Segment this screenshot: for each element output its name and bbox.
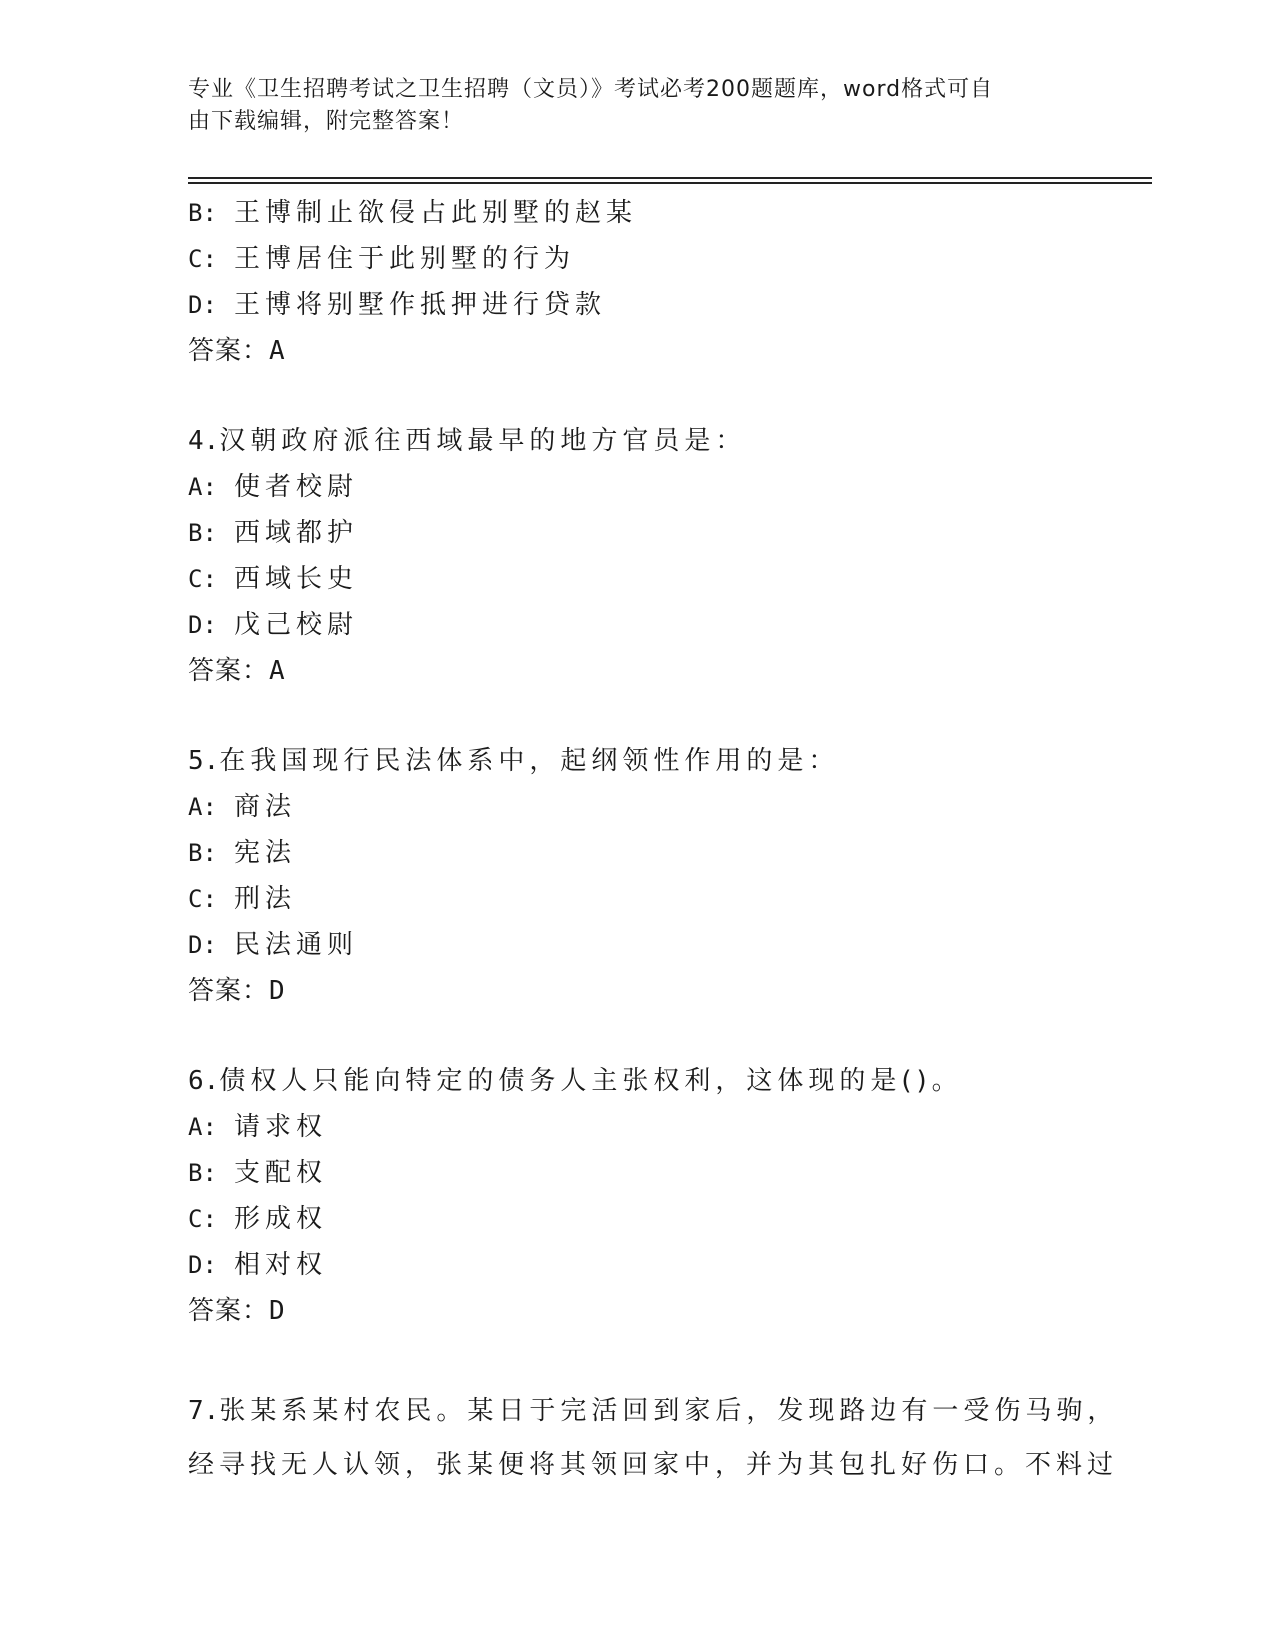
question-list xyxy=(188,190,1148,1492)
option-d: D: 王博将别墅作抵押进行贷款 xyxy=(188,290,607,320)
question-3-continued xyxy=(188,190,1148,374)
question-stem: 4.汉朝政府派往西域最早的地方官员是： xyxy=(188,426,747,456)
question-stem: 5.在我国现行民法体系中，起纲领性作用的是： xyxy=(188,746,840,776)
option-d: D: 民法通则 xyxy=(188,930,359,960)
option-a: A: 使者校尉 xyxy=(188,472,359,502)
option-c: C: 形成权 xyxy=(188,1204,328,1234)
option-c: C: 王博居住于此别墅的行为 xyxy=(188,244,576,274)
option-d: D: 戊己校尉 xyxy=(188,610,359,640)
answer-line: 答案：A xyxy=(188,656,286,686)
option-c: C: 西域长史 xyxy=(188,564,359,594)
option-a: A: 请求权 xyxy=(188,1112,328,1142)
option-b: B: 宪法 xyxy=(188,838,297,868)
option-d: D: 相对权 xyxy=(188,1250,328,1280)
option-b: B: 王博制止欲侵占此别墅的赵某 xyxy=(188,198,638,228)
option-b: B: 支配权 xyxy=(188,1158,328,1188)
answer-line: 答案：A xyxy=(188,336,286,366)
question-6 xyxy=(188,1058,1148,1334)
question-stem-continued: 经寻找无人认领，张某便将其领回家中，并为其包扎好伤口。不料过 xyxy=(188,1450,1119,1480)
header-line-2: 由下载编辑，附完整答案！ xyxy=(188,109,465,134)
question-stem: 6.债权人只能向特定的债务人主张权利，这体现的是()。 xyxy=(188,1066,963,1096)
option-c: C: 刑法 xyxy=(188,884,297,914)
question-stem: 7.张某系某村农民。某日于完活回到家后，发现路边有一受伤马驹， xyxy=(188,1396,1119,1426)
question-4 xyxy=(188,418,1148,694)
header-divider-top xyxy=(188,177,1152,179)
option-b: B: 西域都护 xyxy=(188,518,359,548)
header-divider-bottom xyxy=(188,182,1152,184)
option-a: A: 商法 xyxy=(188,792,297,822)
document-header xyxy=(188,74,1088,138)
question-5 xyxy=(188,738,1148,1014)
answer-line: 答案：D xyxy=(188,1296,286,1326)
question-7 xyxy=(188,1384,1148,1492)
answer-line: 答案：D xyxy=(188,976,286,1006)
header-line-1: 专业《卫生招聘考试之卫生招聘（文员）》考试必考200题题库，word格式可自 xyxy=(188,77,994,102)
